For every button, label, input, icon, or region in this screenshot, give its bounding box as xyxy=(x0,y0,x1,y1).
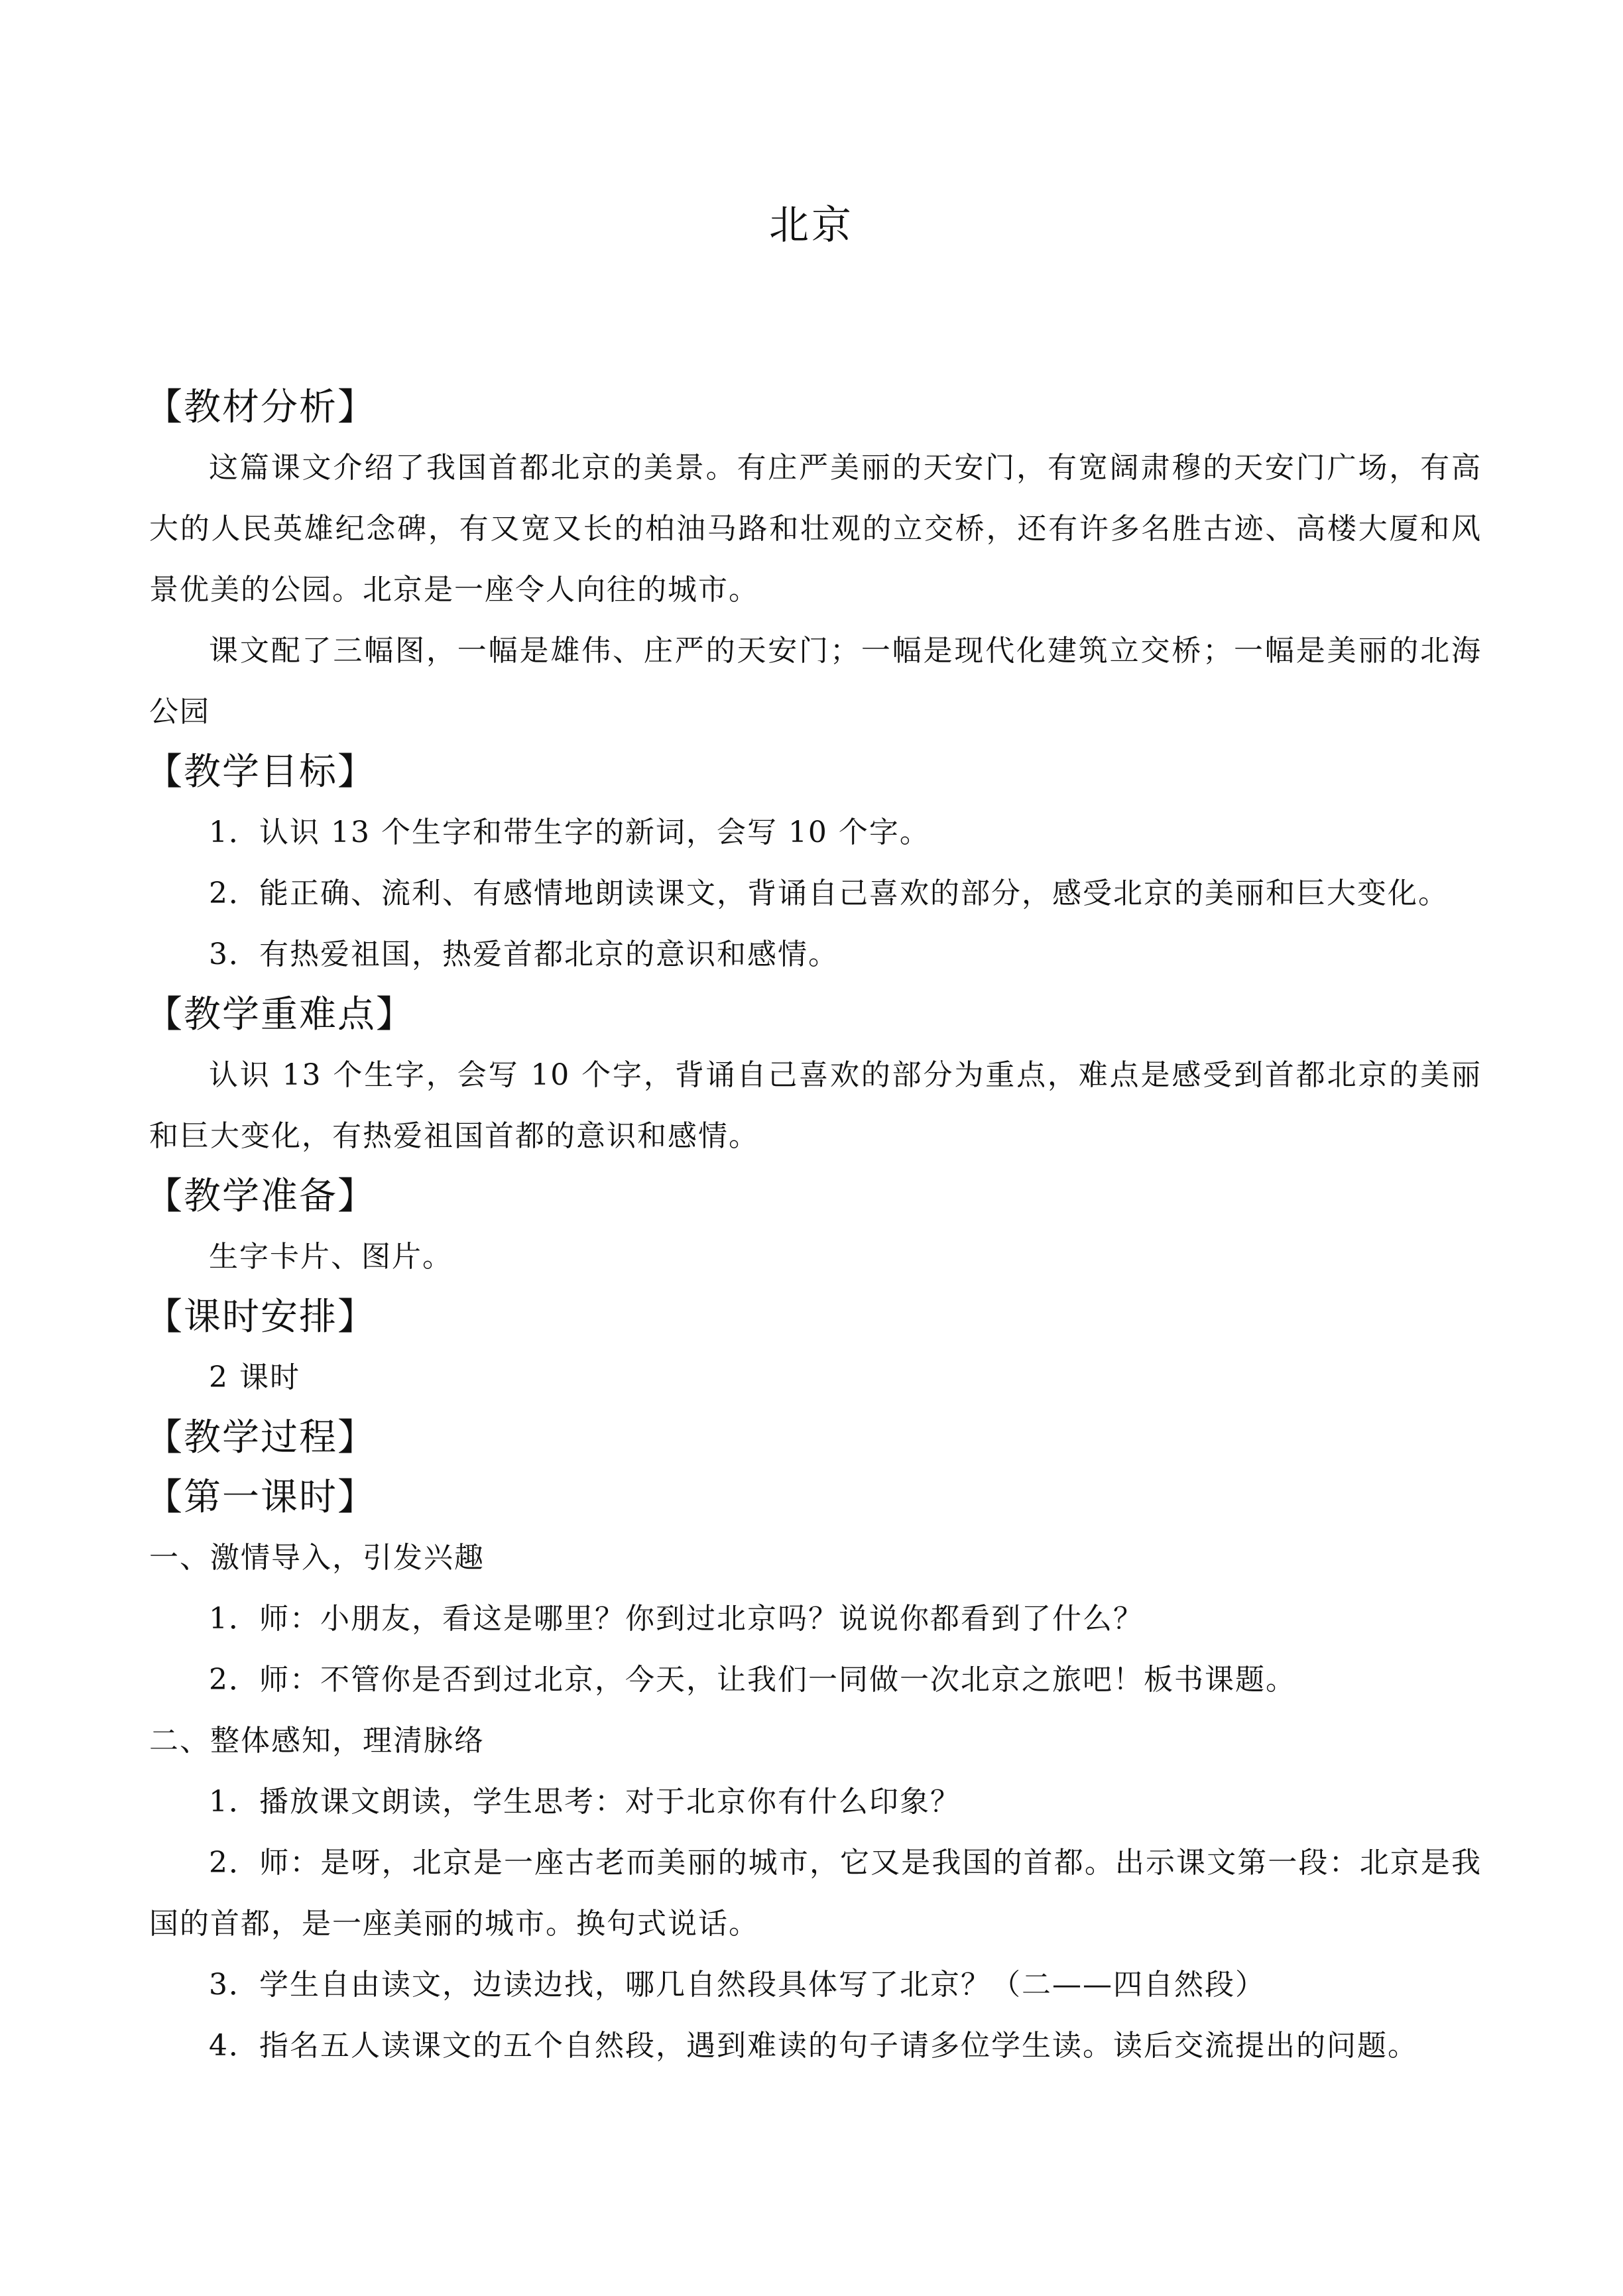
heading-goals: 【教学目标】 xyxy=(145,751,376,794)
goal-item-2: 2．能正确、流利、有感情地朗读课文，背诵自己喜欢的部分，感受北京的美丽和巨大变化。 xyxy=(209,876,1449,910)
analysis-paragraph-2: 课文配了三幅图，一幅是雄伟、庄严的天安门；一幅是现代化建筑立交桥；一幅是美丽的北海公园 xyxy=(149,634,1482,729)
prep-paragraph: 生字卡片、图片。 xyxy=(209,1240,453,1274)
keypoints-paragraph: 认识 13 个生字，会写 10 个字，背诵自己喜欢的部分为重点，难点是感受到首都北京的美丽和巨大变化，有热爱祖国首都的意识和感情。 xyxy=(149,1058,1482,1153)
lesson1-part2-item-3: 3．学生自由读文，边读边找，哪几自然段具体写了北京？（二——四自然段） xyxy=(209,1968,1266,2002)
document-body xyxy=(145,378,1482,2077)
analysis-paragraph-1: 这篇课文介绍了我国首都北京的美景。有庄严美丽的天安门，有宽阔肃穆的天安门广场，有高大的人民英雄纪念碑，有又宽又长的柏油马路和壮观的立交桥，还有许多名胜古迹、高楼大厦和风景优美的公园。北京是一座令人向往的城市。 xyxy=(149,451,1482,607)
goal-item-3: 3．有热爱祖国，热爱首都北京的意识和感情。 xyxy=(209,937,839,971)
lesson1-part2-item-4: 4．指名五人读课文的五个自然段，遇到难读的句子请多位学生读。读后交流提出的问题。 xyxy=(209,2029,1418,2063)
heading-process: 【教学过程】 xyxy=(145,1416,376,1459)
heading-keypoints: 【教学重难点】 xyxy=(145,993,414,1036)
heading-analysis: 【教材分析】 xyxy=(145,386,376,429)
lesson1-part1-title: 一、激情导入，引发兴趣 xyxy=(149,1541,485,1575)
heading-schedule: 【课时安排】 xyxy=(145,1296,376,1339)
heading-prep: 【教学准备】 xyxy=(145,1175,376,1218)
goal-item-1: 1．认识 13 个生字和带生字的新词，会写 10 个字。 xyxy=(209,816,930,849)
page-title: 北京 xyxy=(769,202,854,249)
lesson1-part2-title: 二、整体感知，理清脉络 xyxy=(149,1724,485,1758)
lesson1-part2-item-2: 2．师：是呀，北京是一座古老而美丽的城市，它又是我国的首都。出示课文第一段：北京是我国的首都，是一座美丽的城市。换句式说话。 xyxy=(149,1846,1482,1941)
lesson1-part1-item-2: 2．师：不管你是否到过北京，今天，让我们一同做一次北京之旅吧！板书课题。 xyxy=(209,1663,1296,1697)
schedule-paragraph: 2 课时 xyxy=(209,1360,300,1394)
lesson1-part1-item-1: 1．师：小朋友，看这是哪里？你到过北京吗？说说你都看到了什么？ xyxy=(209,1602,1144,1636)
heading-lesson1: 【第一课时】 xyxy=(145,1476,376,1519)
lesson1-part2-item-1: 1．播放课文朗读，学生思考：对于北京你有什么印象？ xyxy=(209,1785,961,1819)
